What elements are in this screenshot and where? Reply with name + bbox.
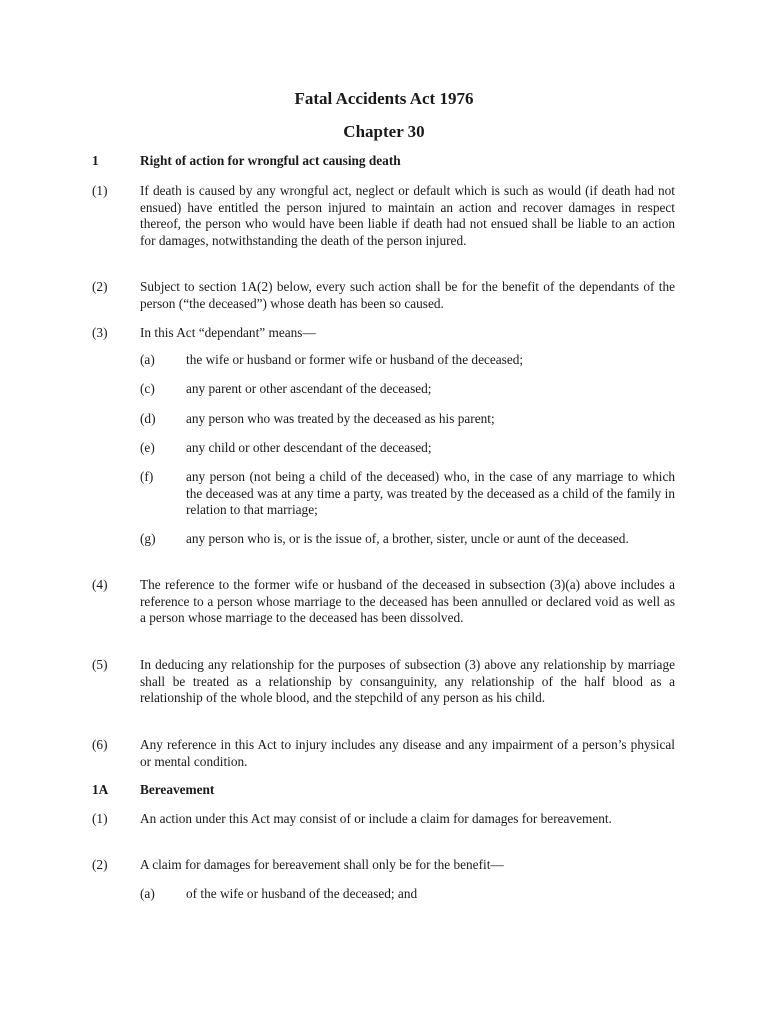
section-heading	[92, 782, 675, 799]
item-text: any parent or other ascendant of the deceased;	[186, 381, 432, 396]
section-heading-text: Right of action for wrongful act causing death	[140, 153, 401, 168]
subsection	[92, 325, 675, 342]
item-text: of the wife or husband of the deceased; and	[186, 886, 418, 901]
subsection-number: (1)	[92, 811, 108, 826]
subsection-text: If death is caused by any wrongful act, neglect or default which is such as would (if death had not ensued) have entitled the person injured to maintain an action and recover damages in respect thereof, the person who would have been liable if death had not ensued shall be liable to an action for damages, notwithstanding the death of the person injured.	[140, 183, 675, 248]
item-letter: (d)	[140, 411, 156, 426]
act-title: Fatal Accidents Act 1976	[294, 89, 474, 108]
item-letter: (e)	[140, 440, 155, 455]
definition-item	[140, 440, 675, 457]
subsection	[92, 737, 675, 770]
subsection-number: (2)	[92, 857, 108, 872]
subsection-text: Subject to section 1A(2) below, every such action shall be for the benefit of the dependants of the person (“the deceased”) whose death has been so caused.	[140, 279, 675, 311]
chapter-title: Chapter 30	[343, 122, 425, 141]
section-heading-text: Bereavement	[140, 782, 215, 797]
subsection-number: (3)	[92, 325, 108, 340]
item-text: the wife or husband or former wife or husband of the deceased;	[186, 352, 524, 367]
item-letter: (c)	[140, 381, 155, 396]
subsection-text: A claim for damages for bereavement shall only be for the benefit—	[140, 857, 504, 872]
subsection-number: (1)	[92, 183, 108, 198]
subsection-text: In deducing any relationship for the purposes of subsection (3) above any relationship by marriage shall be treated as a relationship by consanguinity, any relationship of the half blood as a relationship of the whole blood, and the stepchild of any person as his child.	[140, 657, 675, 705]
subsection	[92, 657, 675, 707]
item-letter: (a)	[140, 352, 155, 367]
item-text: any person (not being a child of the deceased) who, in the case of any marriage to which the deceased was at any time a party, was treated by the deceased as a child of the family in relation to that marriage;	[186, 469, 675, 517]
item-text: any child or other descendant of the deceased;	[186, 440, 432, 455]
item-text: any person who was treated by the deceased as his parent;	[186, 411, 495, 426]
subsection	[92, 811, 675, 828]
definition-item	[140, 352, 675, 369]
subsection-text: Any reference in this Act to injury includes any disease and any impairment of a person’s physical or mental condition.	[140, 737, 675, 769]
item-text: any person who is, or is the issue of, a brother, sister, uncle or aunt of the deceased.	[186, 531, 629, 546]
subsection-number: (6)	[92, 737, 108, 752]
definition-item	[140, 411, 675, 428]
section-number: 1A	[92, 782, 109, 797]
definition-item	[140, 469, 675, 519]
subsection	[92, 183, 675, 249]
item-letter: (f)	[140, 469, 154, 484]
subsection-number: (5)	[92, 657, 108, 672]
subsection-text: The reference to the former wife or husband of the deceased in subsection (3)(a) above includes a reference to a person whose marriage to the deceased has been annulled or declared void as well as a person whose marriage to the deceased has been dissolved.	[140, 577, 675, 625]
subsection-number: (4)	[92, 577, 108, 592]
definition-item	[140, 531, 675, 548]
subsection-text: In this Act “dependant” means—	[140, 325, 316, 340]
subsection	[92, 279, 675, 312]
definition-item	[140, 381, 675, 398]
subsection	[92, 577, 675, 627]
item-letter: (g)	[140, 531, 156, 546]
item-letter: (a)	[140, 886, 155, 901]
section-number: 1	[92, 153, 99, 168]
subsection-number: (2)	[92, 279, 108, 294]
definition-item	[140, 886, 675, 903]
subsection	[92, 857, 675, 874]
section-heading	[92, 153, 675, 170]
subsection-text: An action under this Act may consist of or include a claim for damages for bereavement.	[140, 811, 612, 826]
